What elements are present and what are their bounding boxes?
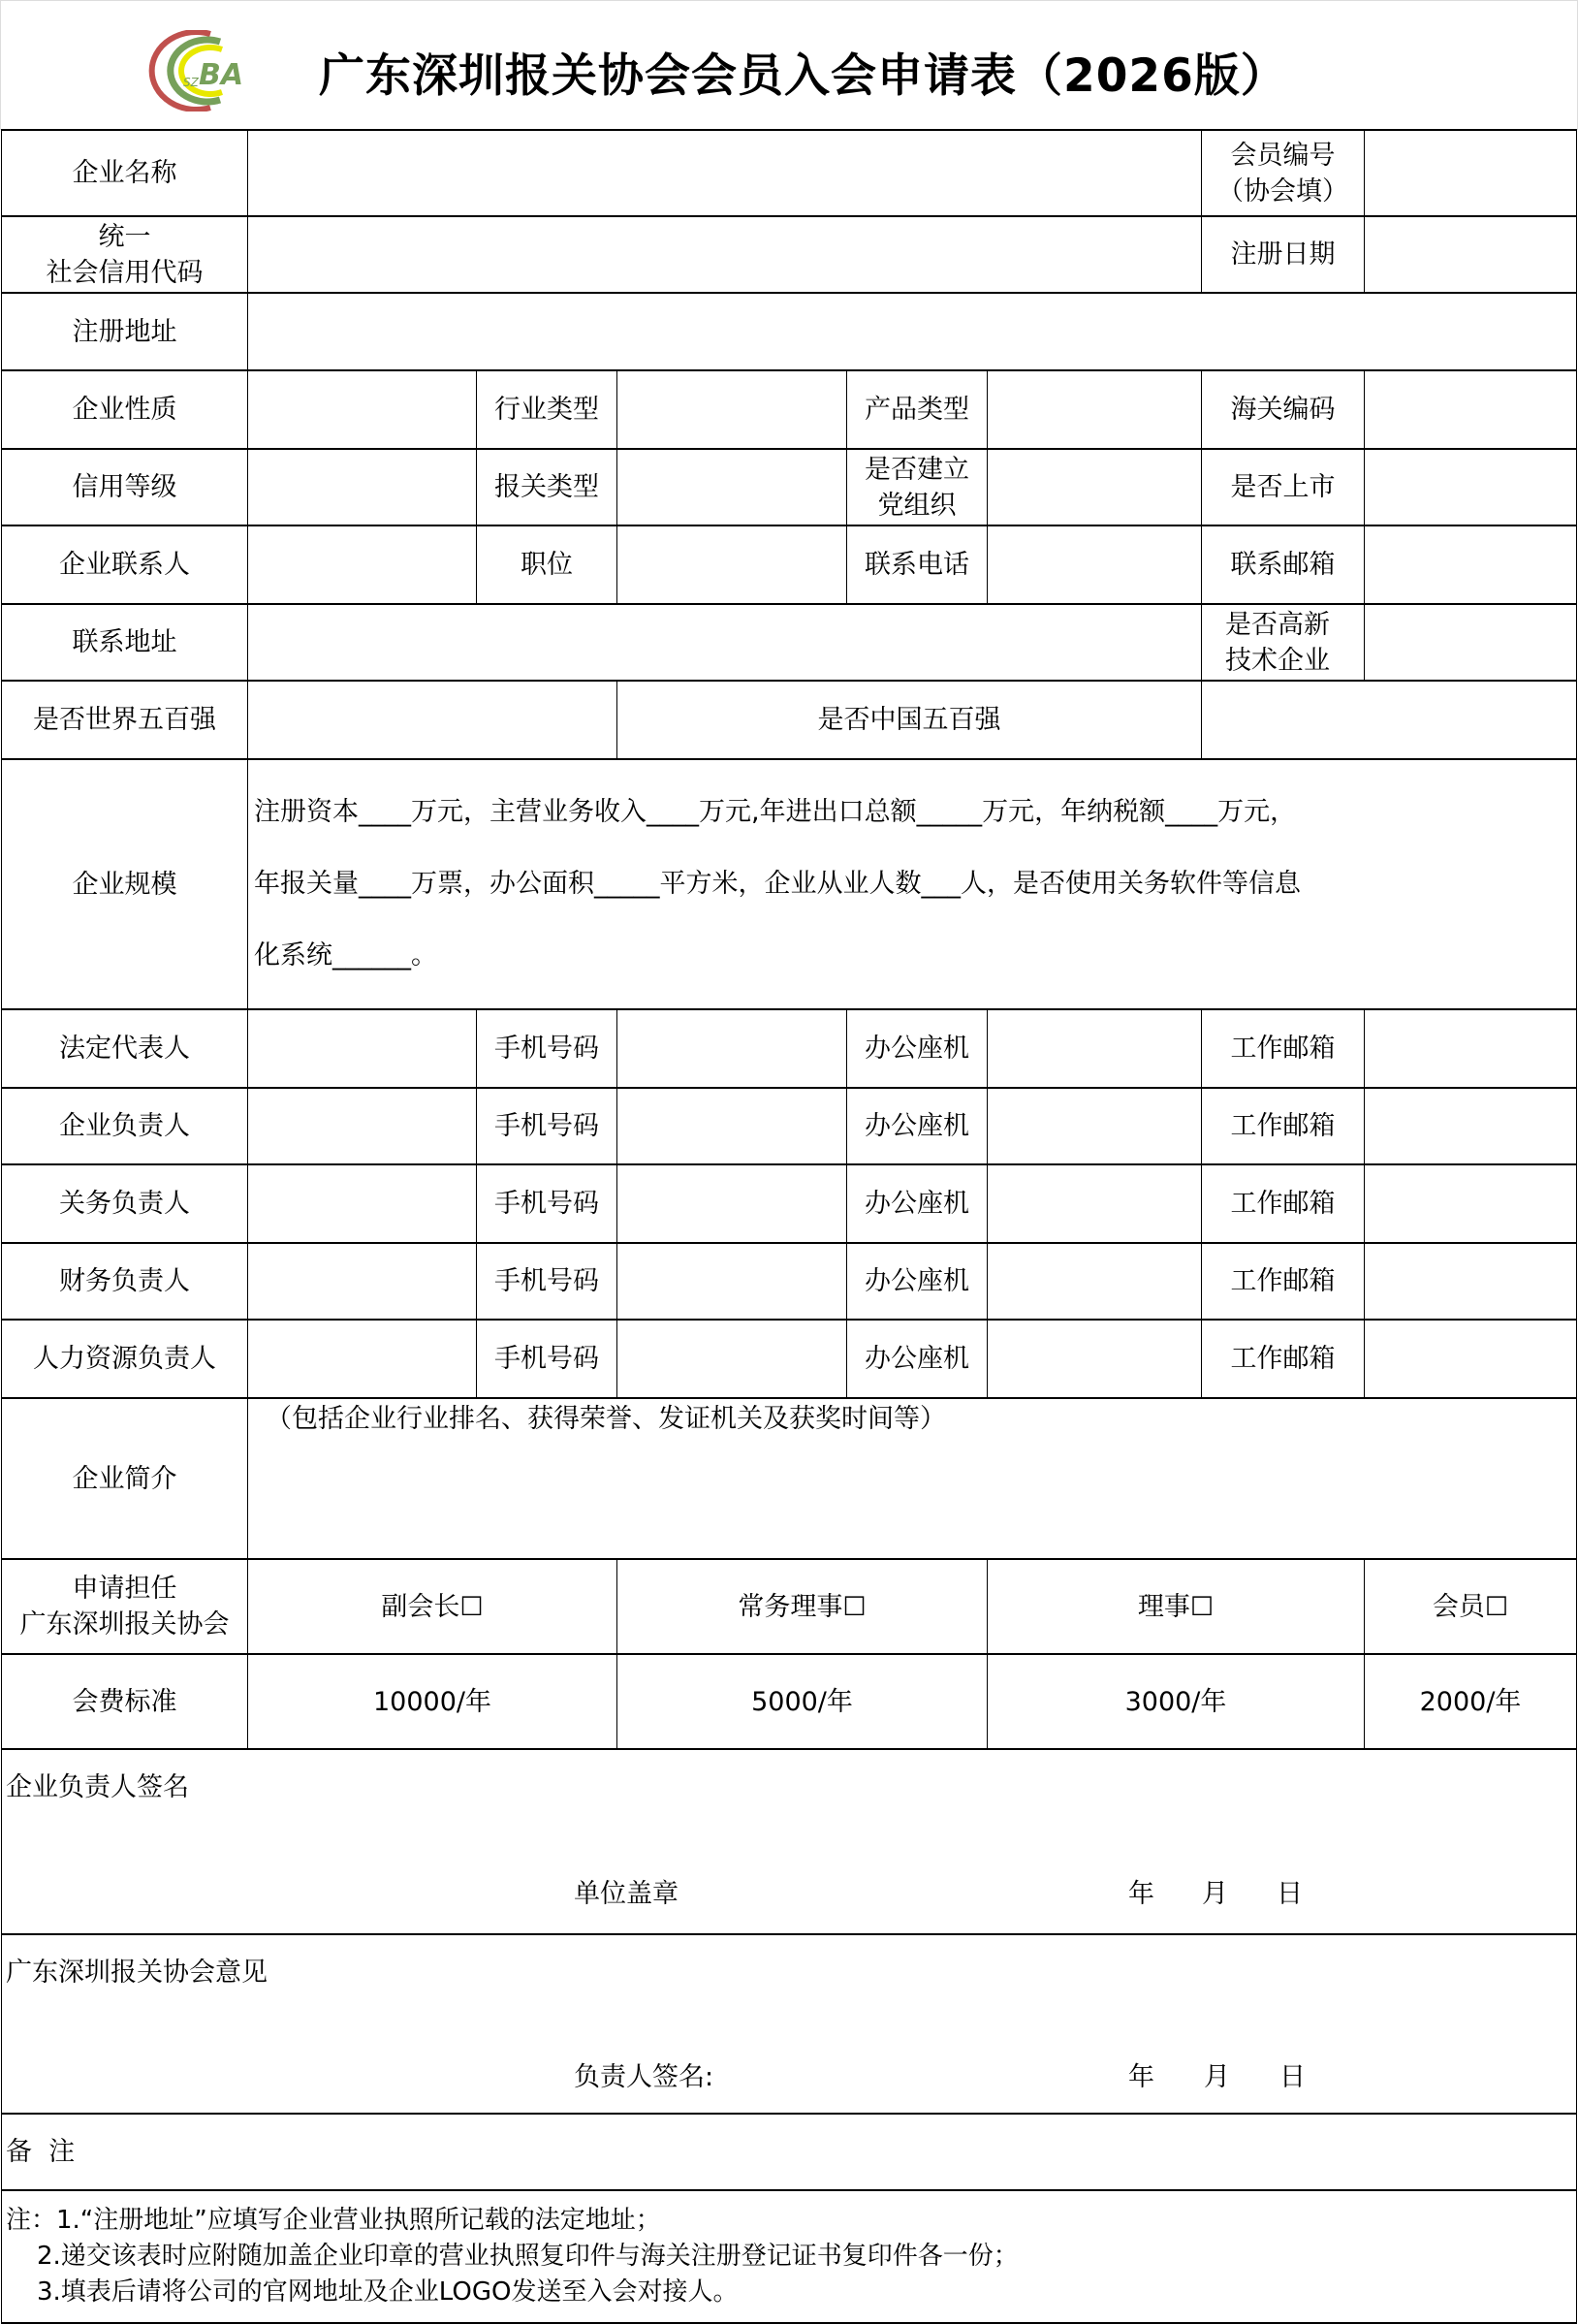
szba-logo [142,30,307,111]
person-row [2,1243,1577,1320]
mobile-field[interactable] [617,1243,847,1320]
credit-code-field[interactable] [248,216,1202,293]
label: 企业负责人 [2,1088,248,1164]
work-email-field[interactable] [1365,1243,1577,1320]
notes [2,2190,1577,2323]
label: 财务负责人 [2,1243,248,1320]
application-form [1,129,1577,2324]
name-field[interactable] [248,1320,477,1398]
role-director[interactable]: 理事☐ [988,1559,1365,1654]
scale-line: 年报关量____万票，办公面积_____平方米，企业从业人数___人，是否使用关务软件等信息 [254,869,1301,899]
party-org-field[interactable] [988,449,1202,525]
label: 办公座机 [847,1164,988,1243]
label: 手机号码 [477,1243,617,1320]
remarks-field[interactable]: 备 注 [2,2114,1577,2190]
contact-field[interactable] [248,525,477,604]
reg-address-field[interactable] [248,293,1577,370]
opinion-field[interactable] [2,1934,1577,2114]
declare-type-field[interactable] [617,449,847,525]
svg-text:BA: BA [199,58,244,92]
hightech-field[interactable] [1365,604,1577,681]
label: 职位 [477,525,617,604]
work-email-field[interactable] [1365,1320,1577,1398]
label: 工作邮箱 [1202,1320,1365,1398]
office-phone-field[interactable] [988,1320,1202,1398]
label: 产品类型 [847,370,988,449]
person-row [2,1164,1577,1243]
label: 企业性质 [2,370,248,449]
label: 手机号码 [477,1088,617,1164]
customs-code-field[interactable] [1365,370,1577,449]
name-field[interactable] [248,1009,477,1088]
label: 会员编号 （协会填） [1202,130,1365,216]
label: 工作邮箱 [1202,1088,1365,1164]
member-no-field[interactable] [1365,130,1577,216]
label: 企业联系人 [2,525,248,604]
contact-address-field[interactable] [248,604,1202,681]
mobile-field[interactable] [617,1320,847,1398]
person-row [2,1320,1577,1398]
name-field[interactable] [248,1243,477,1320]
role-vice-president[interactable]: 副会长☐ [248,1559,617,1654]
china500-field[interactable] [1202,681,1577,759]
work-email-field[interactable] [1365,1009,1577,1088]
label: 行业类型 [477,370,617,449]
label: 企业名称 [2,130,248,216]
position-field[interactable] [617,525,847,604]
label: 注册日期 [1202,216,1365,293]
product-field[interactable] [988,370,1202,449]
label: 企业负责人签名 [6,1772,189,1802]
label: 年 [1128,1879,1154,1909]
note-line: 注：1.“注册地址”应填写企业营业执照所记载的法定地址； [6,2206,661,2235]
office-phone-field[interactable] [988,1088,1202,1164]
person-row [2,1009,1577,1088]
world500-field[interactable] [248,681,617,759]
scale-field[interactable] [248,759,1577,1009]
person-row [2,1088,1577,1164]
note-line: 3.填表后请将公司的官网地址及企业LOGO发送至入会对接人。 [37,2277,739,2307]
form-header [0,0,1578,130]
label: 是否上市 [1202,449,1365,525]
fee: 2000/年 [1365,1654,1577,1749]
label: 月 [1204,2062,1230,2092]
role-executive-director[interactable]: 常务理事☐ [617,1559,988,1654]
svg-text:SZ: SZ [183,76,199,89]
label: 日 [1277,1879,1303,1909]
label: 关务负责人 [2,1164,248,1243]
listed-field[interactable] [1365,449,1577,525]
mobile-field[interactable] [617,1009,847,1088]
office-phone-field[interactable] [988,1164,1202,1243]
signature-field[interactable] [2,1749,1577,1934]
label: 工作邮箱 [1202,1243,1365,1320]
label: 会费标准 [2,1654,248,1749]
label: 手机号码 [477,1320,617,1398]
label: 工作邮箱 [1202,1164,1365,1243]
company-name-field[interactable] [248,130,1202,216]
intro-field[interactable] [248,1398,1577,1559]
intro-hint: （包括企业行业排名、获得荣誉、发证机关及获奖时间等） [266,1404,946,1434]
label: 联系电话 [847,525,988,604]
label: 日 [1279,2062,1306,2092]
mobile-field[interactable] [617,1164,847,1243]
work-email-field[interactable] [1365,1088,1577,1164]
role-member[interactable]: 会员☐ [1365,1559,1577,1654]
label: 是否世界五百强 [2,681,248,759]
label: 办公座机 [847,1009,988,1088]
label: 广东深圳报关协会意见 [6,1958,268,1988]
label: 注册地址 [2,293,248,370]
label: 企业简介 [2,1398,248,1559]
label: 企业规模 [2,759,248,1009]
label: 是否中国五百强 [617,681,1202,759]
label: 联系地址 [2,604,248,681]
fee: 5000/年 [617,1654,988,1749]
label: 海关编码 [1202,370,1365,449]
office-phone-field[interactable] [988,1243,1202,1320]
label: 办公座机 [847,1088,988,1164]
label: 手机号码 [477,1009,617,1088]
note-line: 2.递交该表时应附随加盖企业印章的营业执照复印件与海关注册登记证书复印件各一份； [37,2242,1019,2271]
label: 单位盖章 [574,1879,679,1909]
label: 办公座机 [847,1243,988,1320]
fee: 3000/年 [988,1654,1365,1749]
label: 申请担任 广东深圳报关协会 [2,1559,248,1654]
name-field[interactable] [248,1088,477,1164]
label: 办公座机 [847,1320,988,1398]
label: 联系邮箱 [1202,525,1365,604]
label: 是否高新 技术企业 [1202,604,1365,681]
scale-line: 化系统______。 [254,940,437,971]
fee: 10000/年 [248,1654,617,1749]
label: 报关类型 [477,449,617,525]
label: 月 [1202,1879,1228,1909]
label: 手机号码 [477,1164,617,1243]
label: 法定代表人 [2,1009,248,1088]
phone-field[interactable] [988,525,1202,604]
label: 是否建立 党组织 [847,449,988,525]
industry-field[interactable] [617,370,847,449]
label: 工作邮箱 [1202,1009,1365,1088]
nature-field[interactable] [248,370,477,449]
label: 统一 社会信用代码 [2,216,248,293]
scale-line: 注册资本____万元，主营业务收入____万元,年进出口总额_____万元，年纳税额____万元， [254,797,1297,827]
label: 年 [1128,2062,1154,2092]
label: 信用等级 [2,449,248,525]
credit-level-field[interactable] [248,449,477,525]
name-field[interactable] [248,1164,477,1243]
office-phone-field[interactable] [988,1009,1202,1088]
email-field[interactable] [1365,525,1577,604]
mobile-field[interactable] [617,1088,847,1164]
label: 负责人签名: [574,2062,714,2092]
reg-date-field[interactable] [1365,216,1577,293]
label: 人力资源负责人 [2,1320,248,1398]
work-email-field[interactable] [1365,1164,1577,1243]
page-title: 广东深圳报关协会会员入会申请表（2026版） [319,49,1287,103]
